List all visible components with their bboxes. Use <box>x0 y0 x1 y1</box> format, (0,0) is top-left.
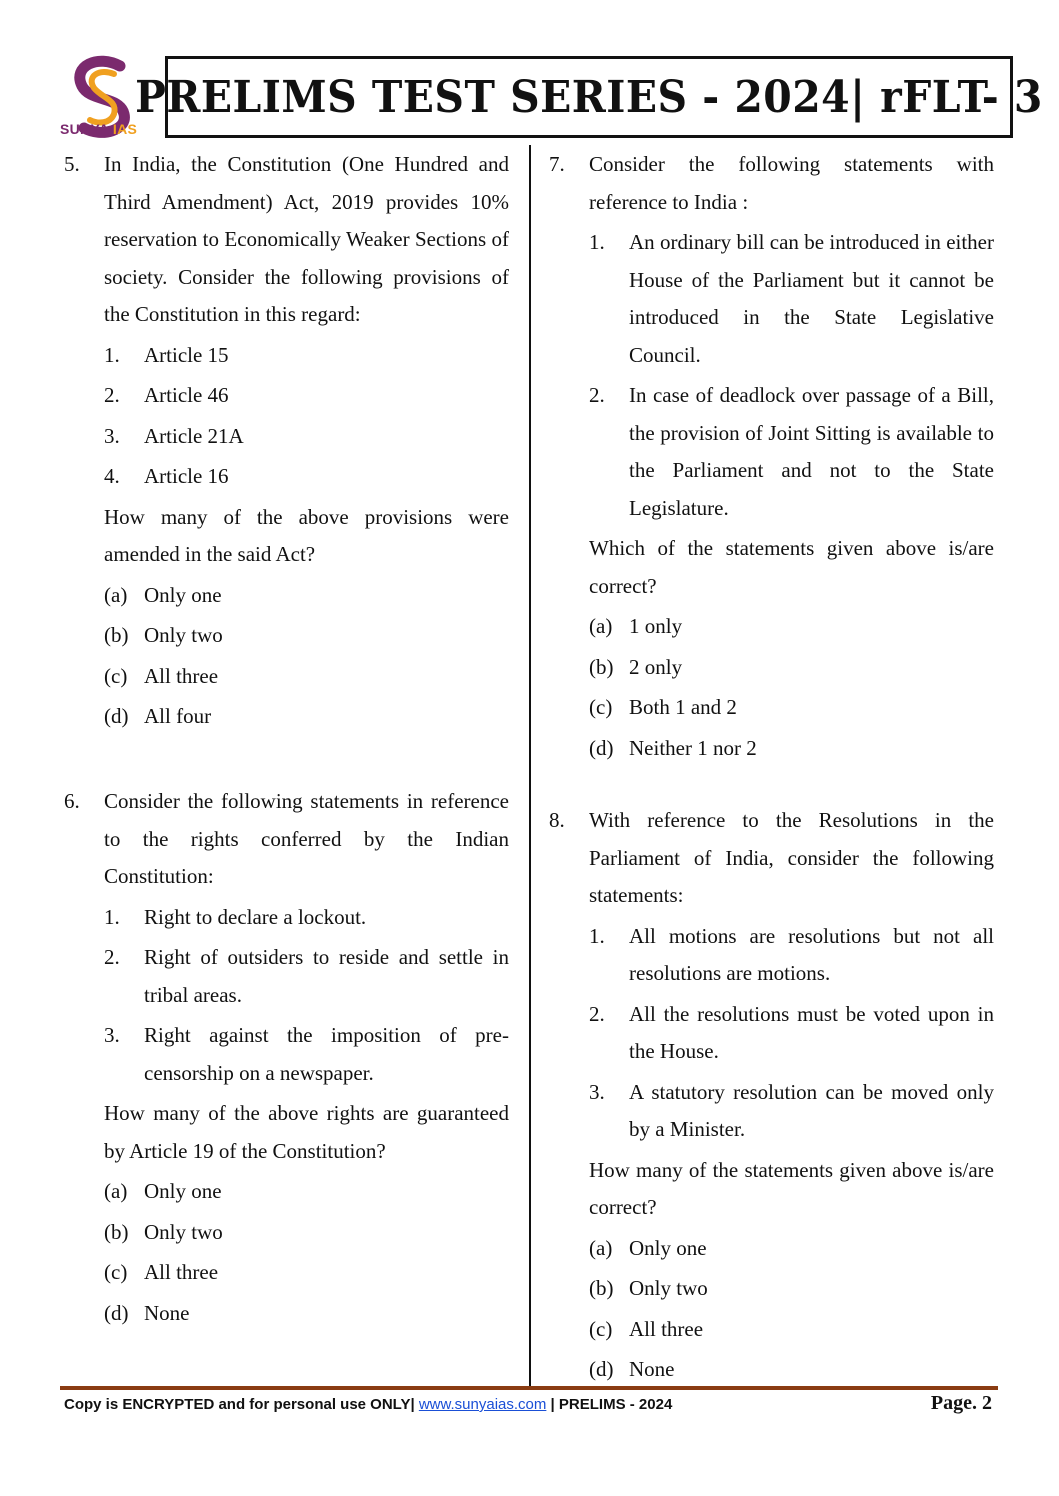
question-text: In India, the Constitution (One Hundred and Third Amendment) Act, 2019 provides 10% reservation to Economically Weaker Sections of society. Consider the following provisions of the Constitution in this regard: <box>104 152 509 326</box>
question-prompt: Which of the statements given above is/are correct? <box>589 536 994 598</box>
statement-item <box>589 996 994 1071</box>
option-text: All three <box>144 663 219 688</box>
option-label: (a) <box>589 614 613 638</box>
statement-text: An ordinary bill can be introduced in either House of the Parliament but it cannot be introduced in the State Legislative Council. <box>629 230 994 367</box>
statement-item <box>104 939 509 1014</box>
option-label: (c) <box>589 695 613 719</box>
answer-option <box>104 577 509 615</box>
question-text: Consider the following statements in reference to the rights conferred by the Indian Constitution: <box>104 789 509 888</box>
page-number: Page. 2 <box>930 1392 992 1414</box>
answer-option <box>104 1295 509 1333</box>
option-label: (d) <box>589 735 614 760</box>
question-stem <box>549 146 994 221</box>
statement-list <box>104 337 509 496</box>
footer <box>64 1396 672 1413</box>
statement-item <box>589 918 994 993</box>
statement-text: Right to declare a lockout. <box>144 904 367 929</box>
option-label: (b) <box>104 1219 129 1244</box>
answer-option <box>104 1254 509 1292</box>
header-box <box>135 56 1043 138</box>
statement-number: 2. <box>104 383 120 407</box>
statement-text: All the resolutions must be voted upon in the House. <box>629 1001 994 1063</box>
option-text: Neither 1 nor 2 <box>629 735 757 760</box>
option-label: (a) <box>104 582 128 607</box>
answer-option <box>589 608 994 646</box>
option-label: (d) <box>104 1300 129 1325</box>
statement-number: 2. <box>104 945 120 969</box>
statement-list <box>589 918 994 1149</box>
option-text: 2 only <box>629 654 683 679</box>
statement-number: 3. <box>104 1023 120 1047</box>
answer-option <box>589 1230 994 1268</box>
question-stem <box>64 146 509 334</box>
question-number: 8. <box>549 808 565 832</box>
question-number: 6. <box>64 789 80 813</box>
statement-number: 3. <box>589 1079 605 1104</box>
statement-text: All motions are resolutions but not all resolutions are motions. <box>629 923 994 985</box>
statement-number: 4. <box>104 464 120 488</box>
statement-text: Article 16 <box>144 464 229 488</box>
option-text: Both 1 and 2 <box>629 695 737 719</box>
statement-item <box>104 377 509 415</box>
option-text: None <box>629 1357 675 1381</box>
page-title: PRELIMS TEST SERIES - 2024| rFLT- 3 <box>135 71 1043 123</box>
option-label: (b) <box>589 654 614 679</box>
option-label: (b) <box>104 623 129 647</box>
option-text: Only two <box>144 623 223 647</box>
option-text: All four <box>144 704 212 728</box>
answer-option <box>104 1214 509 1252</box>
answer-option <box>589 730 994 768</box>
statement-text: Right of outsiders to reside and settle in tribal areas. <box>144 945 509 1007</box>
statement-item <box>589 377 994 527</box>
question-stem <box>64 783 509 896</box>
statement-text: Article 15 <box>144 342 229 367</box>
statement-number: 2. <box>589 1001 605 1026</box>
statement-list <box>104 899 509 1093</box>
footer-suffix: | PRELIMS - 2024 <box>550 1396 673 1413</box>
answer-option <box>589 689 994 727</box>
option-label: (d) <box>589 1357 614 1381</box>
option-text: None <box>144 1300 190 1325</box>
option-text: All three <box>144 1260 219 1284</box>
question-text: Consider the following statements with reference to India : <box>589 152 994 214</box>
question-number: 7. <box>549 152 565 176</box>
question-5 <box>64 146 509 736</box>
option-label: (c) <box>104 1260 128 1284</box>
statement-item <box>104 458 509 496</box>
statement-list <box>589 224 994 527</box>
statement-number: 1. <box>589 230 605 254</box>
option-text: Only one <box>629 1235 707 1260</box>
question-prompt: How many of the above provisions were amended in the said Act? <box>104 504 509 566</box>
statement-number: 1. <box>104 904 120 929</box>
option-text: 1 only <box>629 614 683 638</box>
option-text: All three <box>629 1316 704 1341</box>
option-label: (d) <box>104 704 129 728</box>
statement-number: 2. <box>589 383 605 407</box>
option-label: (a) <box>589 1235 613 1260</box>
question-text: With reference to the Resolutions in the Parliament of India, consider the following statements: <box>589 808 994 907</box>
answer-option <box>589 1351 994 1389</box>
option-label: (b) <box>589 1276 614 1300</box>
statement-number: 1. <box>589 923 605 948</box>
answer-option <box>104 698 509 736</box>
option-label: (a) <box>104 1179 128 1203</box>
answer-option <box>104 617 509 655</box>
question-number: 5. <box>64 152 80 176</box>
column-divider <box>529 145 531 1390</box>
answer-option <box>104 1173 509 1211</box>
option-text: Only two <box>144 1219 223 1244</box>
question-stem <box>549 802 994 915</box>
question-8 <box>549 802 994 1389</box>
statement-text: Article 46 <box>144 383 229 407</box>
website-link[interactable]: www.sunyaias.com <box>418 1396 547 1413</box>
option-text: Only two <box>629 1276 708 1300</box>
question-prompt: How many of the above rights are guaranteed by Article 19 of the Constitution? <box>104 1101 509 1163</box>
statement-item <box>104 1017 509 1092</box>
footer-rule <box>60 1386 998 1390</box>
statement-item <box>589 224 994 374</box>
statement-item <box>104 899 509 937</box>
statement-text: In case of deadlock over passage of a Bill, the provision of Joint Sitting is available to the Parliament and not to the State Legislature. <box>629 383 994 520</box>
statement-item <box>104 337 509 375</box>
answer-option <box>589 649 994 687</box>
option-text: Only one <box>144 582 222 607</box>
statement-item <box>589 1074 994 1149</box>
answer-option <box>104 658 509 696</box>
question-7 <box>549 146 994 767</box>
statement-text: A statutory resolution can be moved only by a Minister. <box>629 1079 994 1141</box>
option-text: Only one <box>144 1179 222 1203</box>
option-label: (c) <box>104 663 128 688</box>
statement-number: 1. <box>104 342 120 367</box>
logo-text: SUNYA IAS <box>60 121 138 137</box>
statement-number: 3. <box>104 423 120 448</box>
footer-notice: Copy is ENCRYPTED and for personal use ONLY| <box>64 1396 415 1413</box>
answer-option <box>589 1311 994 1349</box>
statement-item <box>104 418 509 456</box>
answer-option <box>589 1270 994 1308</box>
statement-text: Article 21A <box>144 423 244 448</box>
option-label: (c) <box>589 1316 613 1341</box>
question-prompt: How many of the statements given above is/are correct? <box>589 1157 994 1219</box>
statement-text: Right against the imposition of pre-censorship on a newspaper. <box>144 1023 509 1085</box>
question-6 <box>64 783 509 1332</box>
